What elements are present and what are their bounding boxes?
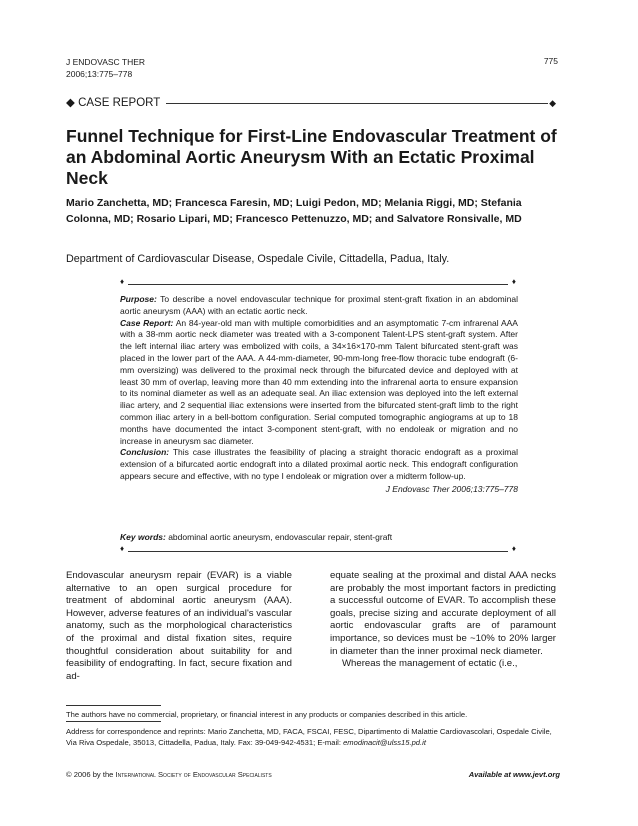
footnote-rule	[66, 705, 161, 706]
body-paragraph: Endovascular aneurysm repair (EVAR) is a viable alternative to an open surgical procedure for treatment of abdominal aortic aneurysm (AAA). However, adverse features of an individual's vascular anatomy, such as the morphological characteristics of the proximal and distal fixation sites, require thoughtful consideration about suitability for and feasibility of endografting. In fact, secure fixation and ad-	[66, 570, 292, 682]
diamond-icon: ♦	[511, 277, 516, 286]
page-number: 775	[543, 56, 558, 66]
email-link[interactable]: emodinacit@ulss15.pd.it	[343, 738, 426, 747]
abstract-conclusion: Conclusion: This case illustrates the feasibility of placing a straight thoracic endograft as a proximal extension of a bifurcated aortic endograft into a dilated proximal aortic neck. This endograft configuration appears secure and effective, with no type I endoleak or migration over a midterm follow-up.	[120, 447, 518, 481]
abstract-purpose: Purpose: To describe a novel endovascular technique for proximal stent-graft fixation in an abdominal aortic aneurysm (AAA) with an ectatic aortic neck.	[120, 294, 518, 316]
journal-volume: 2006;13:775–778	[66, 69, 133, 79]
body-column-right	[330, 570, 556, 671]
abstract-top-separator	[120, 279, 516, 289]
abstract-citation: J Endovasc Ther 2006;13:775–778	[385, 483, 518, 494]
abstract-bottom-separator	[120, 546, 516, 556]
abstract-case-report: Case Report: An 84-year-old man with multiple comorbidities and an asymptomatic 7-cm infrarenal AAA with a 38-mm aortic neck diameter was treated with a 3-component Talent-LPS stent-graft system. After the left internal iliac artery was embolized with coils, a 34×16×170-mm Talent bifurcated stent-graft was placed in the lower part of the AAA. A 44-mm-diameter, 90-mm-long free-flow thoracic tube endograft (6-mm oversizing) was delivered to the proximal neck through the bifurcated device and deployed with at least 30 mm of overlap, leaving more than 40 mm extending into the infrarenal aorta to ensure expansion to its nominal diameter as well as an adequate seal. An iliac extension was deployed into the left external iliac artery, and 2 sequential iliac extensions were inserted from the bifurcated stent-graft limb to the right common iliac artery in a bell-bottom configuration. Serial computed tomographic angiograms at up to 18 months have documented the intact 3-component stent-graft, with no endoleak or migration and no increase in aneurysm sac diameter.	[120, 317, 518, 446]
journal-reference	[66, 56, 145, 80]
author-list: Mario Zanchetta, MD; Francesca Faresin, MD; Luigi Pedon, MD; Melania Riggi, MD; Stefania Colonna, MD; Rosario Lipari, MD; Francesco Pettenuzzo, MD; and Salvatore Ronsivalle, MD	[66, 197, 522, 225]
body-paragraph: equate sealing at the proximal and distal AAA necks are probably the most important factors in predicting a successful outcome of EVAR. To accomplish these goals, precise sizing and accurate deployment of all aortic endovascular grafts are of paramount importance, so devices must be ~10% to 20% larger in diameter than the inner proximal neck diameter.	[330, 570, 556, 657]
diamond-icon: ♦	[120, 544, 125, 553]
affiliation: Department of Cardiovascular Disease, Ospedale Civile, Cittadella, Padua, Italy.	[66, 253, 450, 265]
disclosure-note: The authors have no commercial, proprietary, or financial interest in any products or companies described in this article.	[66, 710, 468, 719]
section-label: ◆ CASE REPORT	[66, 96, 166, 110]
correspondence-note: Address for correspondence and reprints: Mario Zanchetta, MD, FACA, FSCAI, FESC, Dipartimento di Malattie Cardiovascolari, Ospedale Civile, Via Riva Ospedale, 35013, Cittadella, Padua, Italy. Fax: 39-049-942-4531; E-mail: emodinacit@ulss15.pd.it	[66, 727, 552, 747]
diamond-icon: ♦	[120, 277, 125, 286]
journal-name: J ENDOVASC THER	[66, 57, 146, 67]
diamond-icon: ♦	[511, 544, 516, 553]
diamond-icon: ◆	[66, 97, 75, 109]
body-paragraph: Whereas the management of ectatic (i.e.,	[342, 658, 518, 670]
availability-link[interactable]: Available at www.jevt.org	[468, 770, 560, 779]
body-column-left	[66, 570, 292, 683]
footnote-rule	[66, 721, 161, 722]
diamond-icon: ◆	[549, 98, 556, 108]
copyright-line: © 2006 by the International Society of Endovascular Specialists	[66, 770, 272, 779]
abstract	[120, 294, 518, 496]
keywords: Key words: abdominal aortic aneurysm, endovascular repair, stent-graft	[120, 532, 393, 542]
article-title: Funnel Technique for First-Line Endovascular Treatment of an Abdominal Aortic Aneurysm With an Ectatic Proximal Neck	[66, 126, 557, 188]
section-header	[66, 96, 556, 110]
